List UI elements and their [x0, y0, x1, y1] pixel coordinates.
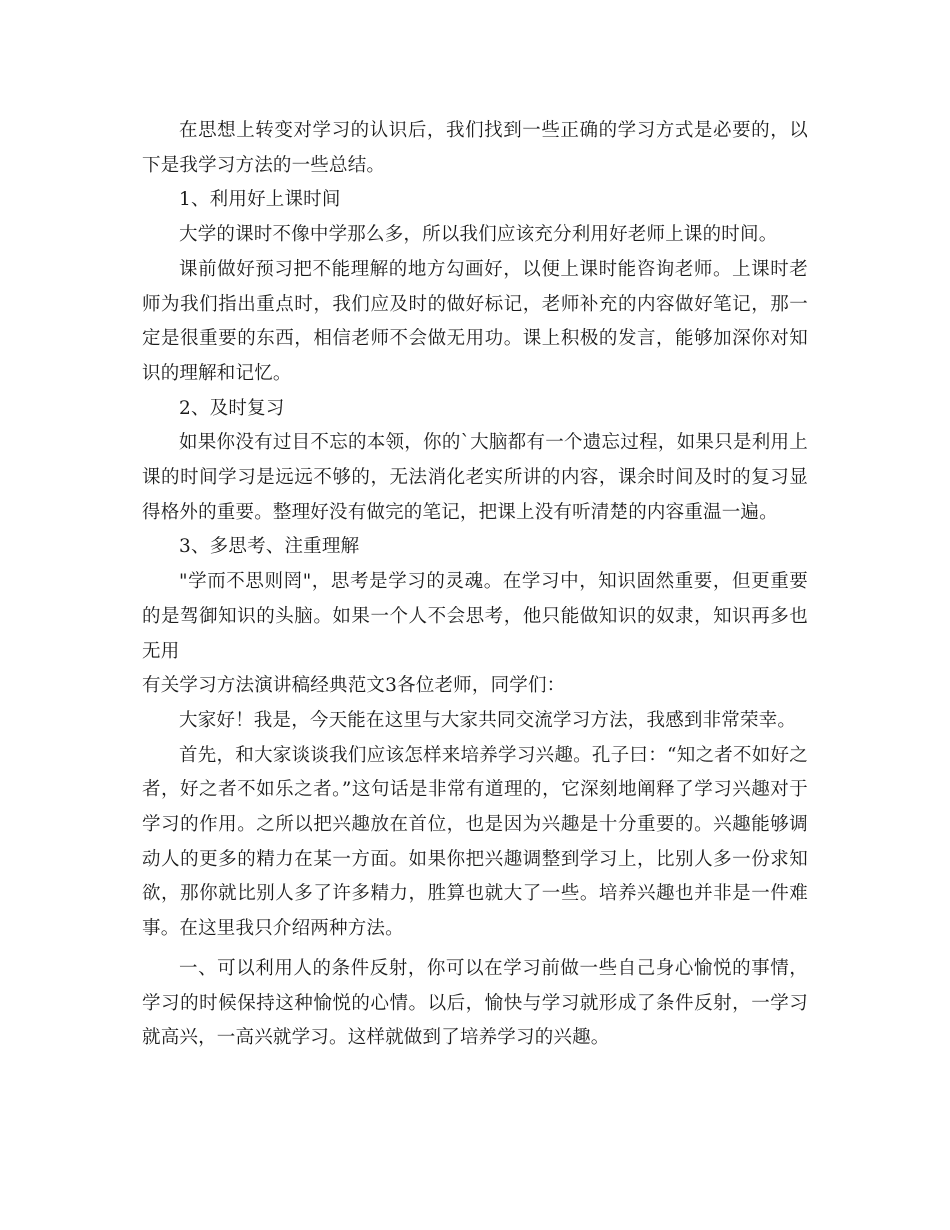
paragraph-preview: 课前做好预习把不能理解的地方勾画好，以便上课时能咨询老师。上课时老师为我们指出重点时，我们应及时的做好标记，老师补充的内容做好笔记，那一定是很重要的东西，相信老师不会做无用功。课上积极的发言，能够加深你对知识的理解和记忆。 — [142, 258, 808, 384]
heading-timely-review: 2、及时复习 — [179, 397, 285, 419]
paragraph-class-hours: 大学的课时不像中学那么多，所以我们应该充分利用好老师上课的时间。 — [179, 224, 778, 246]
paragraph-method-one: 一、可以利用人的条件反射，你可以在学习前做一些自己身心愉悦的事情，学习的时候保持这种愉悦的心情。以后，愉快与学习就形成了条件反射，一学习就高兴，一高兴就学习。这样就做到了培养学习的兴趣。 — [142, 957, 808, 1049]
paragraph-review: 如果你没有过目不忘的本领，你的`大脑都有一个遗忘过程，如果只是利用上课的时间学习是远远不够的，无法消化老实所讲的内容，课余时间及时的复习显得格外的重要。整理好没有做完的笔记，把课上没有听清楚的内容重温一遍。 — [142, 432, 808, 523]
document-body — [142, 114, 808, 1056]
paragraph-interest: 首先，和大家谈谈我们应该怎样来培养学习兴趣。孔子曰：“知之者不如好之者，好之者不如乐之者。”这句话是非常有道理的，它深刻地阐释了学习兴趣对于学习的作用。之所以把兴趣放在首位，也是因为兴趣是十分重要的。兴趣能够调动人的更多的精力在某一方面。如果你把兴趣调整到学习上，比别人多一份求知欲，那你就比别人多了许多精力，胜算也就大了一些。培养兴趣也并非是一件难事。在这里我只介绍两种方法。 — [142, 744, 808, 940]
paragraph-intro: 在思想上转变对学习的认识后，我们找到一些正确的学习方式是必要的，以下是我学习方法的一些总结。 — [142, 120, 808, 176]
speech-title: 有关学习方法演讲稿经典范文3各位老师，同学们： — [142, 675, 566, 697]
heading-think-more: 3、多思考、注重理解 — [179, 536, 360, 558]
paragraph-greeting: 大家好！我是，今天能在这里与大家共同交流学习方法，我感到非常荣幸。 — [179, 709, 797, 731]
paragraph-thinking: "学而不思则罔"，思考是学习的灵魂。在学习中，知识固然重要，但更重要的是驾御知识的头脑。如果一个人不会思考，他只能做知识的奴隶，知识再多也无用 — [142, 571, 808, 662]
heading-use-class-time: 1、利用好上课时间 — [179, 189, 341, 211]
